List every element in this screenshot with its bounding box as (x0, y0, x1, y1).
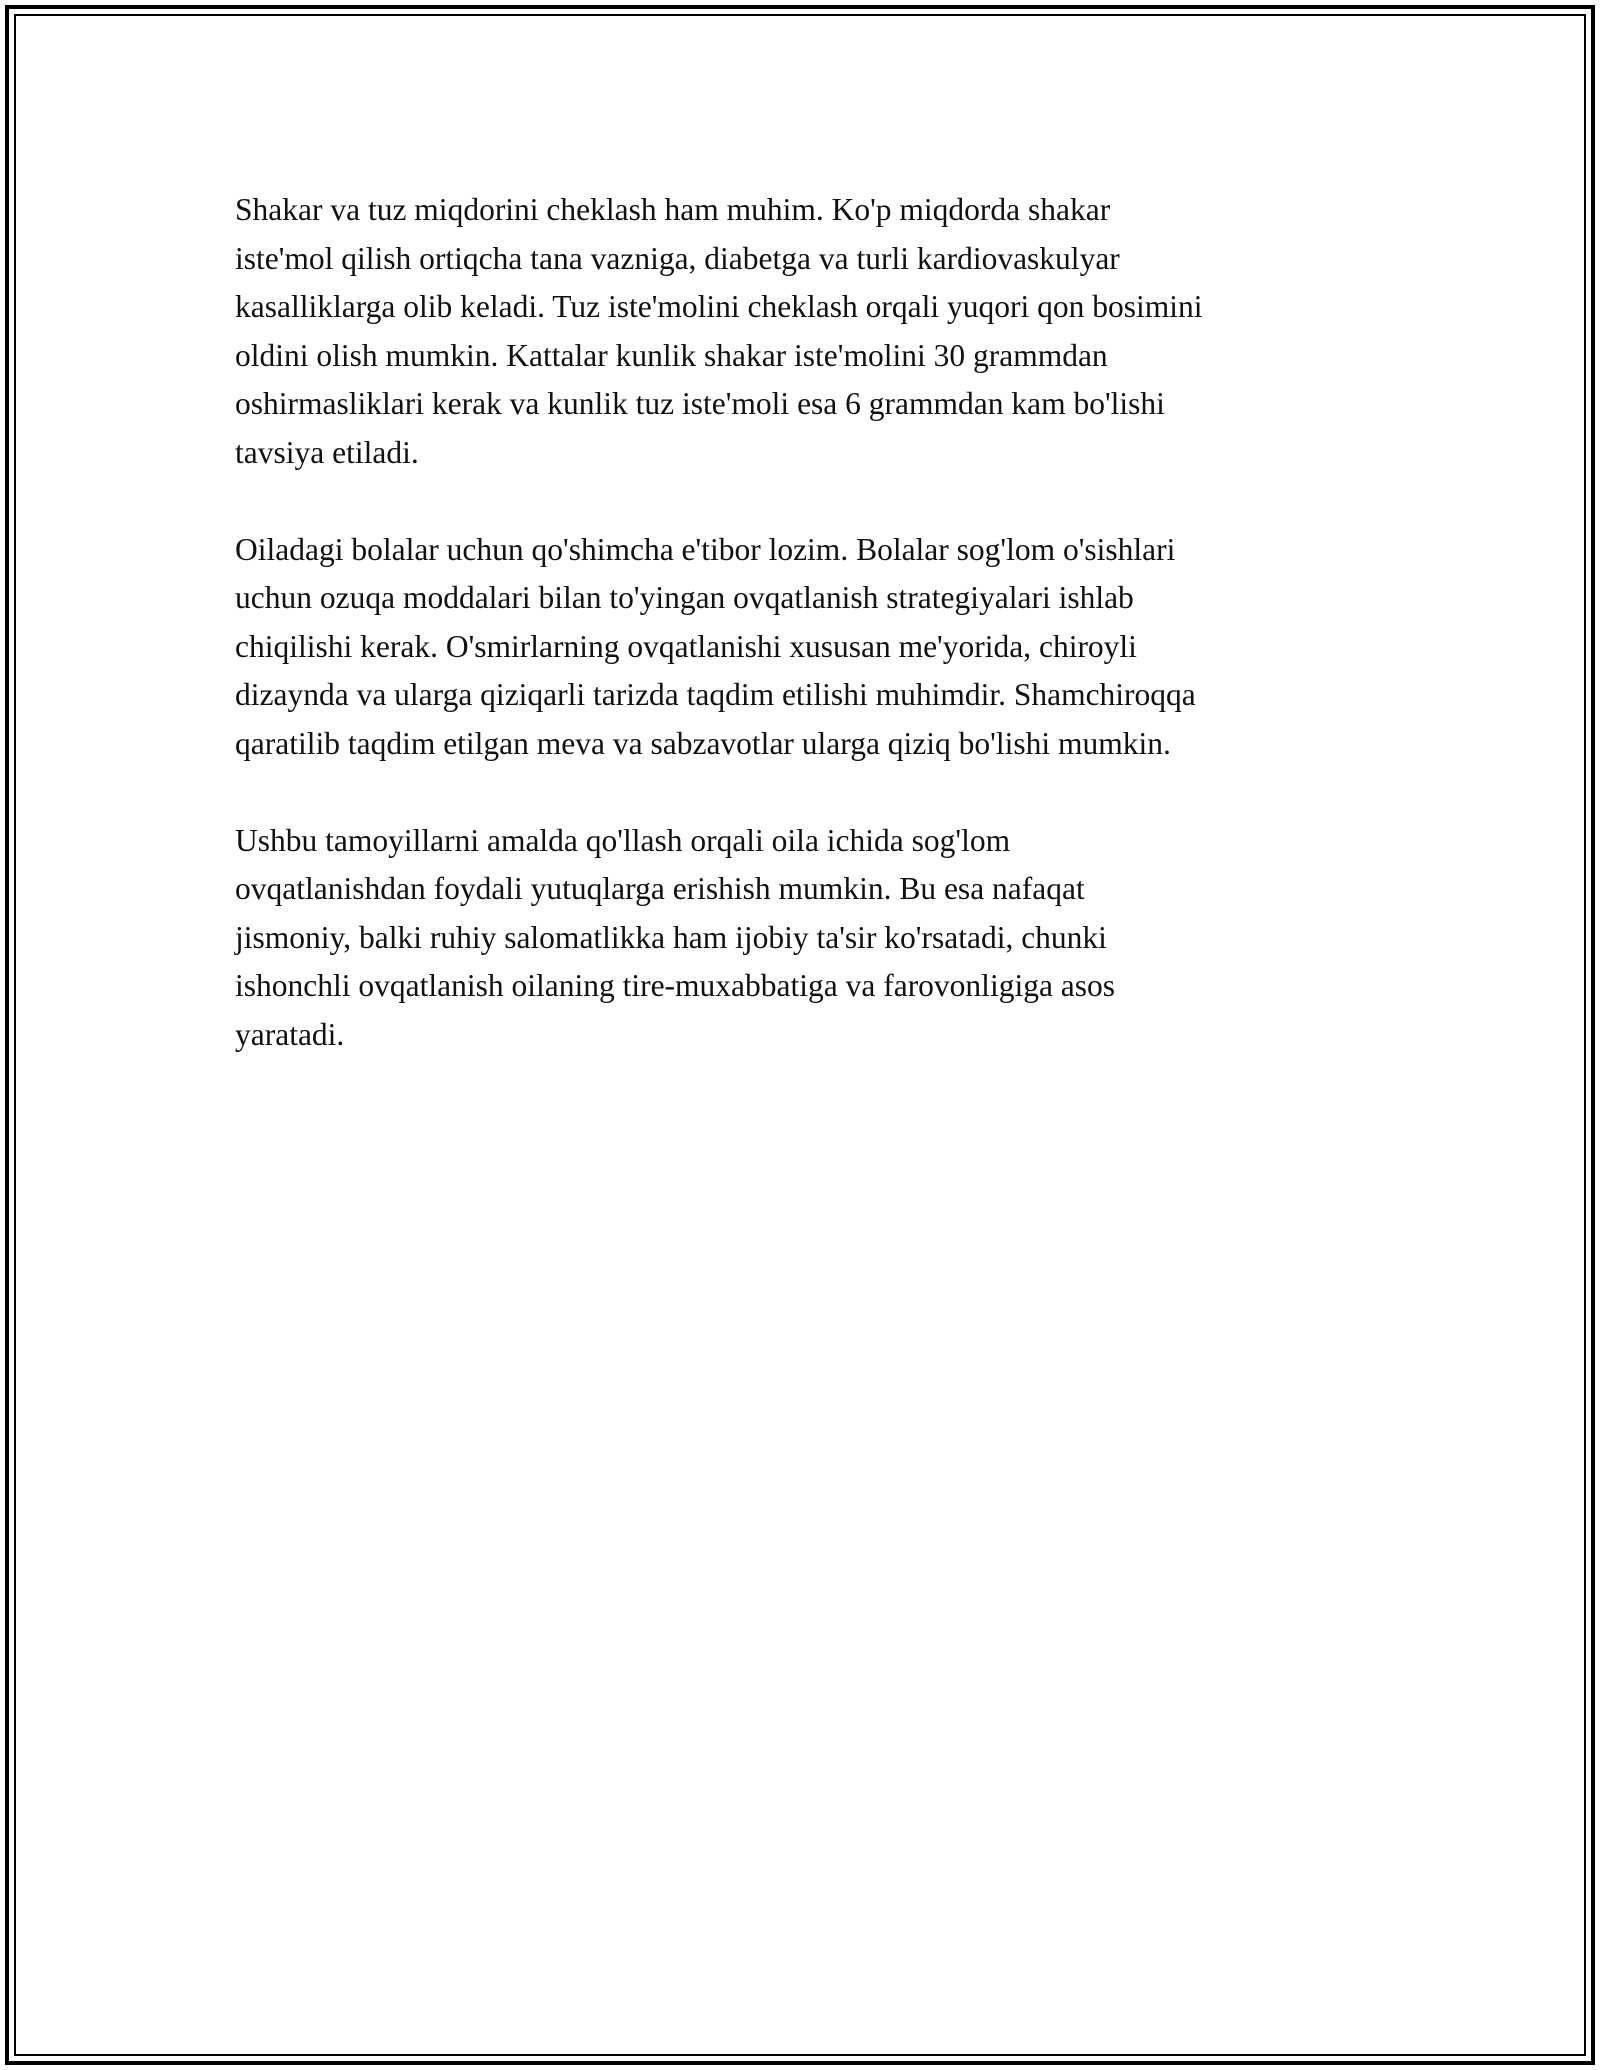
paragraph-sugar-salt: Shakar va tuz miqdorini cheklash ham muhim. Ko'p miqdorda shakar iste'mol qilish ortiqcha tana vazniga, diabetga va turli kardiovaskulyar kasalliklarga olib keladi. Tuz iste'molini cheklash orqali yuqori qon bosimini oldini olish mumkin. Kattalar kunlik shakar iste'molini 30 grammdan oshirmasliklari kerak va kunlik tuz iste'moli esa 6 grammdan kam bo'lishi tavsiya etiladi. (235, 192, 1203, 470)
paragraph-children-nutrition: Oiladagi bolalar uchun qo'shimcha e'tibor lozim. Bolalar sog'lom o'sishlari uchun ozuqa moddalari bilan to'yingan ovqatlanish strategiyalari ishlab chiqilishi kerak. O'smirlarning ovqatlanishi xususan me'yorida, chiroyli dizaynda va ularga qiziqarli tarizda taqdim etilishi muhimdir. Shamchiroqqa qaratilib taqdim etilgan meva va sabzavotlar ularga qiziq bo'lishi mumkin. (235, 531, 1196, 761)
paragraph-conclusion: Ushbu tamoyillarni amalda qo'llash orqali oila ichida sog'lom ovqatlanishdan foydali yutuqlarga erishish mumkin. Bu esa nafaqat jismoniy, balki ruhiy salomatlikka ham ijobiy ta'sir ko'rsatadi, chunki ishonchli ovqatlanish oilaning tire-muxabbatiga va farovonligiga asos yaratadi. (235, 822, 1116, 1052)
document-body (235, 186, 1385, 1108)
